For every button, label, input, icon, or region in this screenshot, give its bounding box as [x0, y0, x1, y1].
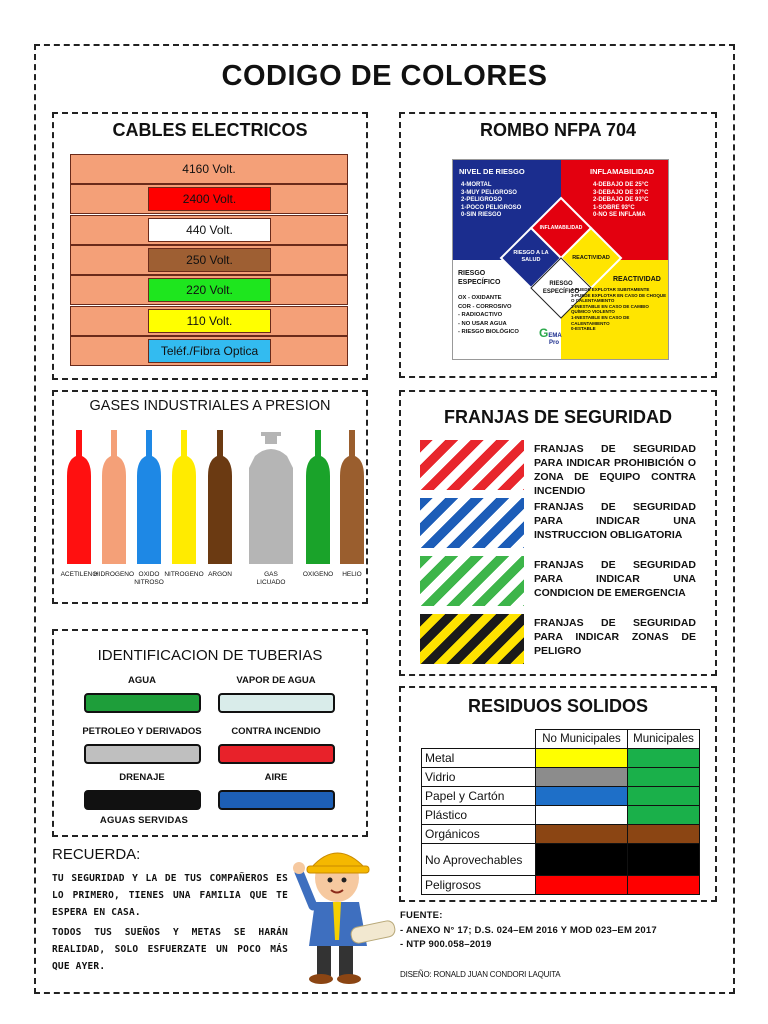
list-item: 1-SOBRE 93°C: [593, 204, 635, 211]
cable-voltage-label: 4160 Volt.: [71, 155, 347, 183]
franjas-title: FRANJAS DE SEGURIDAD: [443, 407, 673, 427]
list-item: 3-MUY PELIGROSO: [461, 189, 517, 196]
list-item: 0-ESTABLE: [571, 326, 596, 332]
fuente-line-1: - ANEXO N° 17; D.S. 024–EM 2016 Y MOD 023–EM 2017: [400, 925, 657, 936]
list-item: 1-POCO PELIGROSO: [461, 204, 522, 211]
table-row: [422, 825, 700, 844]
table-row: [422, 844, 700, 876]
nfpa-react-list: [571, 287, 667, 332]
safety-stripe-swatch: [420, 498, 524, 548]
no-municipal-color: [536, 844, 628, 876]
safety-stripe-text: FRANJAS DE SEGURIDAD PARA INDICAR UNA INSTRUCCION OBLIGATORIA: [534, 501, 696, 541]
safety-stripe-swatch: [420, 556, 524, 606]
municipal-color: [628, 749, 700, 768]
municipal-color: [628, 825, 700, 844]
safety-stripe-text: FRANJAS DE SEGURIDAD PARA INDICAR ZONAS DE PELIGRO: [534, 617, 696, 657]
cable-row: [70, 336, 348, 366]
nfpa-title: ROMBO NFPA 704: [479, 120, 637, 140]
fuente-line-2: - NTP 900.058–2019: [400, 939, 492, 950]
safety-stripe-text: FRANJAS DE SEGURIDAD PARA INDICAR UNA CONDICION DE EMERGENCIA: [534, 559, 696, 599]
no-municipal-color: [536, 787, 628, 806]
recuerda-paragraph-1: TU SEGURIDAD Y LA DE TUS COMPAÑEROS ES LO PRIMERO, TIENES UNA FAMILIA QUE TE ESPERA EN CASA.: [52, 873, 288, 918]
pipe-swatch: [84, 693, 201, 713]
cable-voltage-label: 440 Volt.: [148, 218, 271, 242]
pipe-swatch: [84, 744, 201, 764]
nfpa-diamond-flam-label: INFLAMABILIDAD: [539, 225, 583, 231]
nfpa-health-title: NIVEL DE RIESGO: [459, 167, 525, 176]
pipe-label: CONTRA INCENDIO: [231, 726, 321, 737]
worker-illustration: [287, 842, 399, 986]
residuos-table: [421, 729, 700, 895]
list-item: 0-NO SE INFLAMA: [593, 212, 646, 218]
pipe-label: AIRE: [264, 772, 288, 783]
cable-row: [70, 306, 348, 336]
design-credit: DISEÑO: RONALD JUAN CONDORI LAQUITA: [400, 970, 561, 979]
nfpa-spec-list: [458, 294, 519, 337]
residuo-label: Vidrio: [422, 768, 536, 787]
pipe-swatch: [218, 693, 335, 713]
cable-row: [70, 275, 348, 305]
pipe-label: DRENAJE: [119, 772, 165, 783]
residuo-label: Papel y Cartón: [422, 787, 536, 806]
pipe-swatch: [218, 744, 335, 764]
table-row: [422, 876, 700, 895]
cable-row: [70, 215, 348, 245]
safety-stripe-swatch: [420, 614, 524, 664]
list-item: 3-PUEDE EXPLOTAR EN CASO DE CHOQUE O CALENTAMIENTO: [571, 292, 667, 304]
table-row: [422, 749, 700, 768]
gas-cylinder: [169, 428, 199, 568]
pipe-footer-label: AGUAS SERVIDAS: [99, 815, 189, 826]
nfpa-diamond-react-label: REACTIVIDAD: [572, 255, 610, 261]
tuberias-title: IDENTIFICACION DE TUBERIAS: [97, 647, 323, 664]
cable-voltage-label: 220 Volt.: [148, 278, 271, 302]
residuos-title: RESIDUOS SOLIDOS: [467, 696, 649, 716]
no-municipal-color: [536, 749, 628, 768]
list-item: 4-PUEDE EXPLOTAR SUBITAMENTE: [571, 287, 650, 292]
list-item: 2-PELIGROSO: [461, 197, 503, 203]
municipal-color: [628, 806, 700, 825]
nfpa-diamond-health-label: RIESGO A LA SALUD: [513, 250, 549, 263]
cable-row: [70, 154, 348, 184]
list-item: - RADIOACTIVO: [458, 312, 503, 318]
gas-cylinder: [337, 428, 367, 568]
nfpa-react-title: REACTIVIDAD: [613, 276, 661, 283]
list-item: 3-DEBAJO DE 37°C: [593, 189, 649, 196]
table-corner: [422, 730, 536, 749]
list-item: 4-MORTAL: [461, 182, 492, 188]
list-item: 1-INESTABLE EN CASO DE CALENTAMIENTO: [571, 314, 630, 326]
gas-cylinder: [99, 428, 129, 568]
pipe-swatch: [84, 790, 201, 810]
municipal-color: [628, 787, 700, 806]
nfpa-flam-list: [593, 182, 648, 220]
residuo-label: Metal: [422, 749, 536, 768]
fuente-title: FUENTE:: [400, 910, 443, 921]
list-item: - RIESGO BIOLÓGICO: [458, 329, 519, 335]
gas-label: NITROGENO: [164, 571, 204, 578]
nfpa-diamond-spec-label: RIESGO ESPECÍFICO: [542, 281, 580, 295]
gas-label: OXIGENO: [302, 571, 334, 578]
no-municipal-color: [536, 806, 628, 825]
table-row: [422, 768, 700, 787]
list-item: OX - OXIDANTE: [458, 295, 502, 301]
gas-label: GAS LICUADO: [256, 571, 286, 586]
nfpa-logo-top: EMA: [548, 333, 562, 339]
gas-cylinder: [303, 428, 333, 568]
nfpa-spec-title: RIESGO ESPECÍFICO: [458, 270, 501, 286]
gas-cylinder: [64, 428, 94, 568]
gas-label: HELIO: [342, 571, 362, 578]
cable-voltage-label: 250 Volt.: [148, 248, 271, 272]
nfpa-health-list: [461, 182, 521, 220]
gas-cylinder: [205, 428, 235, 568]
municipal-color: [628, 876, 700, 895]
municipal-color: [628, 844, 700, 876]
list-item: 0-SIN RIESGO: [461, 212, 502, 218]
residuo-label: Peligrosos: [422, 876, 536, 895]
cable-row: [70, 245, 348, 275]
gas-cylinder: [134, 428, 164, 568]
gas-label: ARGON: [208, 571, 232, 578]
list-item: COR - CORROSIVO: [458, 303, 512, 310]
no-municipal-color: [536, 876, 628, 895]
cable-row: [70, 184, 348, 214]
table-header: Municipales: [628, 730, 700, 749]
municipal-color: [628, 768, 700, 787]
safety-stripe-swatch: [420, 440, 524, 490]
list-item: 4-DEBAJO DE 25°C: [593, 182, 649, 188]
list-item: 2-DEBAJO DE 93°C: [593, 197, 649, 203]
pipe-label: VAPOR DE AGUA: [236, 675, 316, 686]
list-item: - NO USAR AGUA: [458, 320, 507, 327]
nfpa-logo-g-icon: G: [539, 326, 549, 340]
gas-label: OXIDO NITROSO: [134, 571, 164, 586]
table-header-row: [422, 730, 700, 749]
no-municipal-color: [536, 825, 628, 844]
pipe-swatch: [218, 790, 335, 810]
residuo-label: Plástico: [422, 806, 536, 825]
page-title: CODIGO DE COLORES: [221, 60, 548, 92]
table-row: [422, 806, 700, 825]
gas-label: HIDROGENO: [93, 571, 135, 578]
nfpa-logo: [539, 326, 567, 354]
recuerda-title: RECUERDA:: [52, 846, 141, 863]
no-municipal-color: [536, 768, 628, 787]
residuo-label: Orgánicos: [422, 825, 536, 844]
residuo-label: No Aprovechables: [422, 844, 536, 876]
gas-label: ACETILENO: [60, 571, 98, 578]
cable-voltage-label: Teléf./Fibra Optica: [148, 339, 271, 363]
nfpa-logo-bottom: Pro: [549, 340, 560, 346]
pipe-label: AGUA: [128, 675, 156, 686]
pipe-label: PETROLEO Y DERIVADOS: [82, 726, 202, 737]
gases-title: GASES INDUSTRIALES A PRESION: [89, 398, 331, 414]
table-row: [422, 787, 700, 806]
gas-cylinder: [246, 428, 296, 568]
safety-stripe-text: FRANJAS DE SEGURIDAD PARA INDICAR PROHIBICIÓN O ZONA DE EQUIPO CONTRA INCENDIO: [534, 443, 696, 497]
cables-title: CABLES ELECTRICOS: [112, 120, 308, 140]
cable-voltage-label: 110 Volt.: [148, 309, 271, 333]
nfpa-flam-title: INFLAMABILIDAD: [590, 167, 655, 176]
table-header: No Municipales: [536, 730, 628, 749]
nfpa-diagram: [452, 159, 669, 360]
list-item: 2-INESTABLE EN CASO DE CAMBIO QUÍMICO VIOLENTO: [571, 303, 649, 315]
cable-voltage-label: 2400 Volt.: [148, 187, 271, 211]
recuerda-paragraph-2: TODOS TUS SUEÑOS Y METAS SE HARÁN REALIDAD, SOLO ESFUERZATE UN POCO MÁS QUE AYER.: [52, 927, 288, 972]
